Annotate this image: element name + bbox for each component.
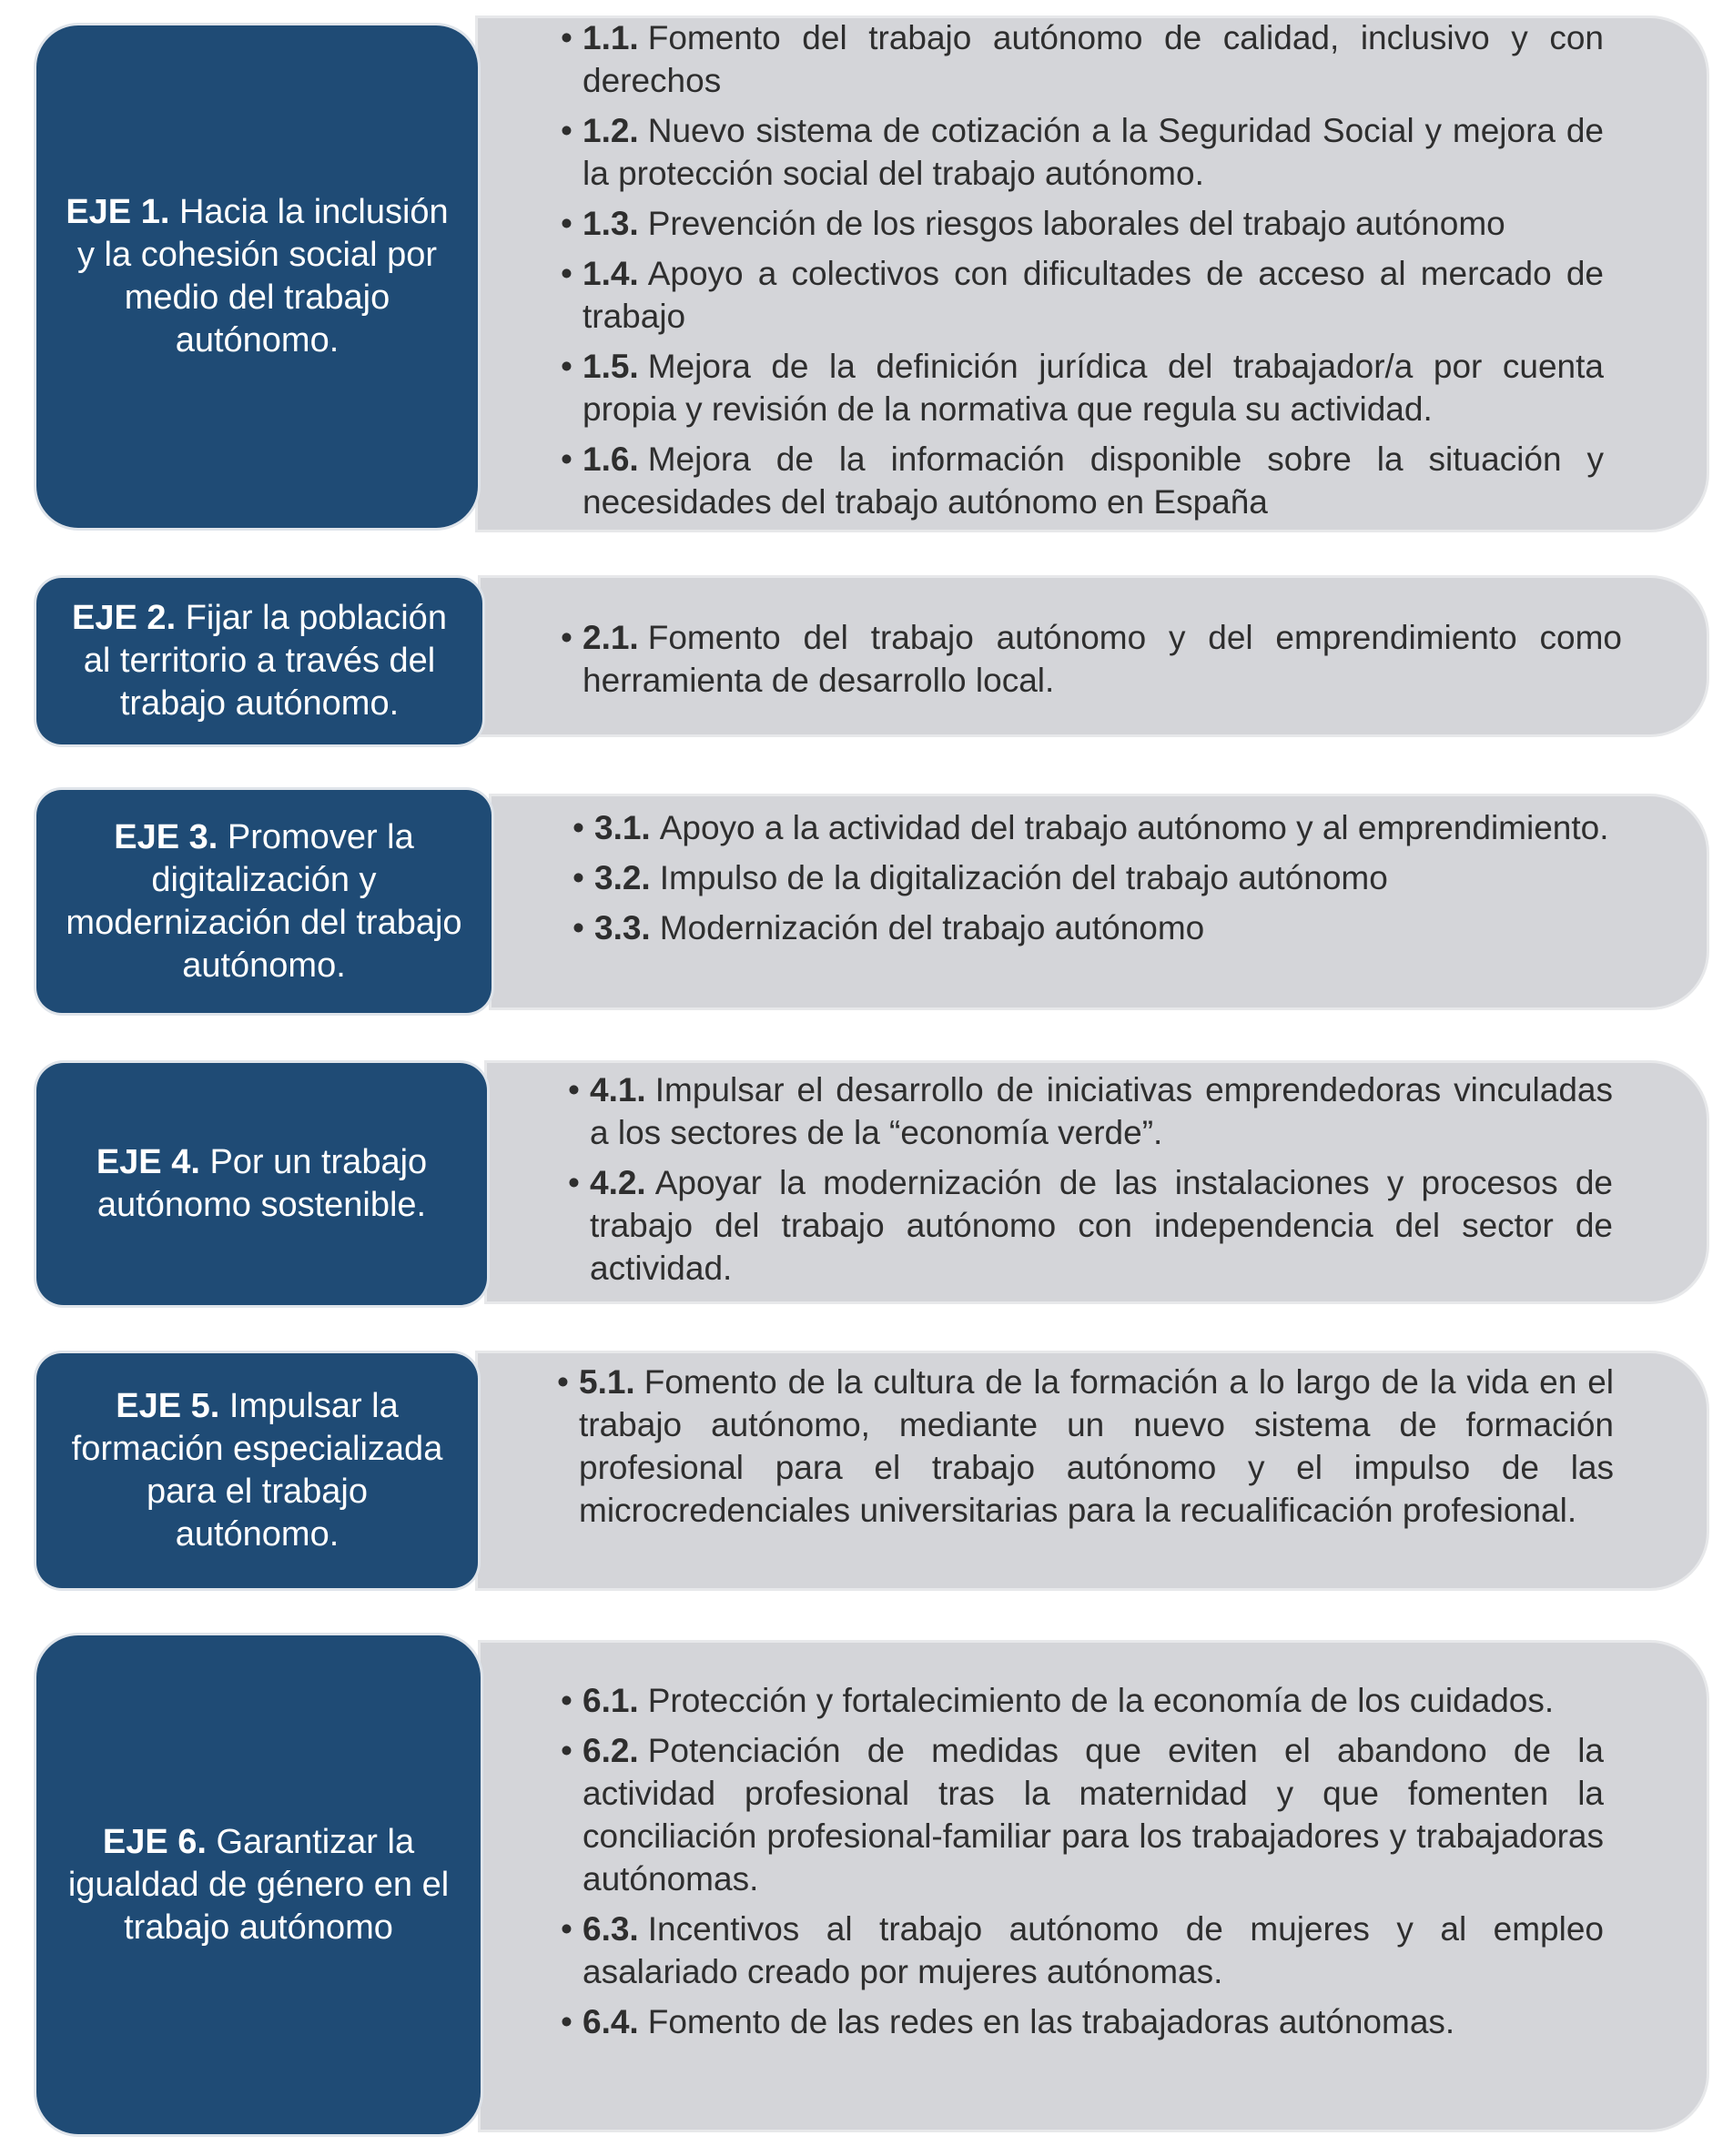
item-number: 5.1. xyxy=(579,1363,635,1401)
item-number: 1.2. xyxy=(583,112,639,149)
eje-6-heading xyxy=(62,1821,455,1949)
eje-4-item-list xyxy=(573,1068,1613,1297)
item-text: Impulso de la digitalización del trabajo autónomo xyxy=(659,859,1388,896)
eje-2-item-list xyxy=(566,616,1622,709)
eje-2-heading-box xyxy=(36,578,482,744)
eje-1-item-list xyxy=(566,16,1604,531)
eje-4-heading-box xyxy=(36,1063,487,1305)
item-text: Mejora de la información disponible sobre la situación y necesidades del trabajo autónomo en España xyxy=(583,440,1604,521)
eje-3-label: EJE 3. xyxy=(114,817,218,856)
eje-5-item-list xyxy=(562,1361,1614,1539)
eje-2-title: Fijar la población al territorio a través del trabajo autónomo. xyxy=(83,599,447,723)
list-item xyxy=(573,1068,1613,1154)
eje-5-heading xyxy=(62,1385,452,1556)
list-item xyxy=(566,1908,1604,1993)
list-item xyxy=(578,906,1614,949)
item-text: Fomento de la cultura de la formación a lo largo de la vida en el trabajo autónomo, mediante un nuevo sistema de formación profesional para el trabajo autónomo y el impulso de las microcredenciales universitarias para la recualificación profesional. xyxy=(579,1363,1614,1529)
item-text: Nuevo sistema de cotización a la Seguridad Social y mejora de la protección social del trabajo autónomo. xyxy=(583,112,1604,192)
item-text: Apoyo a la actividad del trabajo autónomo y al emprendimiento. xyxy=(659,809,1609,846)
list-item xyxy=(566,1729,1604,1900)
list-item xyxy=(566,252,1604,338)
item-text: Prevención de los riesgos laborales del trabajo autónomo xyxy=(647,205,1505,242)
item-text: Modernización del trabajo autónomo xyxy=(659,909,1205,946)
list-item xyxy=(566,616,1622,702)
eje-3-title: Promover la digitalización y modernización del trabajo autónomo. xyxy=(66,817,462,985)
eje-6-heading-box xyxy=(36,1635,481,2134)
eje-4-title: Por un trabajo autónomo sostenible. xyxy=(96,1143,428,1224)
item-text: Fomento de las redes en las trabajadoras autónomas. xyxy=(647,2003,1455,2040)
eje-2-label: EJE 2. xyxy=(72,599,177,637)
item-number: 4.1. xyxy=(590,1071,646,1108)
item-text: Potenciación de medidas que eviten el abandono de la actividad profesional tras la maternidad y que fomenten la conciliación profesional-familiar para los trabajadores y trabajadoras autónomas. xyxy=(583,1732,1604,1898)
eje-4-label: EJE 4. xyxy=(96,1143,200,1181)
eje-5-label: EJE 5. xyxy=(116,1387,220,1425)
item-number: 3.2. xyxy=(594,859,651,896)
eje-1-heading xyxy=(62,191,452,362)
item-number: 1.4. xyxy=(583,255,639,292)
list-item xyxy=(566,1679,1604,1722)
item-number: 6.2. xyxy=(583,1732,639,1769)
eje-3-heading-box xyxy=(36,790,492,1013)
item-text: Impulsar el desarrollo de iniciativas emprendedoras vinculadas a los sectores de la “economía verde”. xyxy=(590,1071,1613,1151)
list-item xyxy=(566,109,1604,195)
item-number: 4.2. xyxy=(590,1164,646,1201)
item-text: Apoyar la modernización de las instalaciones y procesos de trabajo del trabajo autónomo con independencia del sector de actividad. xyxy=(590,1164,1613,1287)
item-number: 6.4. xyxy=(583,2003,639,2040)
item-number: 1.1. xyxy=(583,19,639,56)
list-item xyxy=(566,16,1604,102)
eje-4-heading xyxy=(62,1141,461,1227)
eje-2-heading xyxy=(62,597,457,725)
item-text: Apoyo a colectivos con dificultades de acceso al mercado de trabajo xyxy=(583,255,1604,335)
list-item xyxy=(566,202,1604,245)
eje-3-heading xyxy=(62,816,466,987)
list-item xyxy=(573,1161,1613,1290)
eje-6-title: Garantizar la igualdad de género en el trabajo autónomo xyxy=(67,1822,450,1947)
item-number: 6.1. xyxy=(583,1682,639,1719)
item-number: 1.5. xyxy=(583,348,639,385)
eje-5-heading-box xyxy=(36,1353,478,1588)
item-text: Mejora de la definición jurídica del trabajador/a por cuenta propia y revisión de la normativa que regula su actividad. xyxy=(583,348,1604,428)
eje-1-heading-box xyxy=(36,25,478,528)
list-item xyxy=(566,2000,1604,2043)
item-text: Fomento del trabajo autónomo de calidad, inclusivo y con derechos xyxy=(583,19,1604,99)
item-number: 1.6. xyxy=(583,440,639,478)
item-text: Fomento del trabajo autónomo y del emprendimiento como herramienta de desarrollo local. xyxy=(583,619,1622,699)
list-item xyxy=(578,856,1614,899)
item-text: Incentivos al trabajo autónomo de mujeres y al empleo asalariado creado por mujeres autónomas. xyxy=(583,1910,1604,1990)
list-item xyxy=(566,345,1604,430)
list-item xyxy=(578,806,1614,849)
item-number: 1.3. xyxy=(583,205,639,242)
item-number: 6.3. xyxy=(583,1910,639,1948)
eje-1-label: EJE 1. xyxy=(66,193,170,231)
item-number: 3.1. xyxy=(594,809,651,846)
list-item xyxy=(566,438,1604,523)
item-number: 2.1. xyxy=(583,619,639,656)
eje-6-label: EJE 6. xyxy=(102,1822,207,1861)
eje-6-item-list xyxy=(566,1679,1604,2050)
list-item xyxy=(562,1361,1614,1532)
item-text: Protección y fortalecimiento de la economía de los cuidados. xyxy=(647,1682,1555,1719)
eje-1-title: Hacia la inclusión y la cohesión social por medio del trabajo autónomo. xyxy=(77,193,449,359)
eje-5-title: Impulsar la formación especializada para el trabajo autónomo. xyxy=(71,1387,443,1554)
eje-3-item-list xyxy=(578,806,1614,957)
item-number: 3.3. xyxy=(594,909,651,946)
